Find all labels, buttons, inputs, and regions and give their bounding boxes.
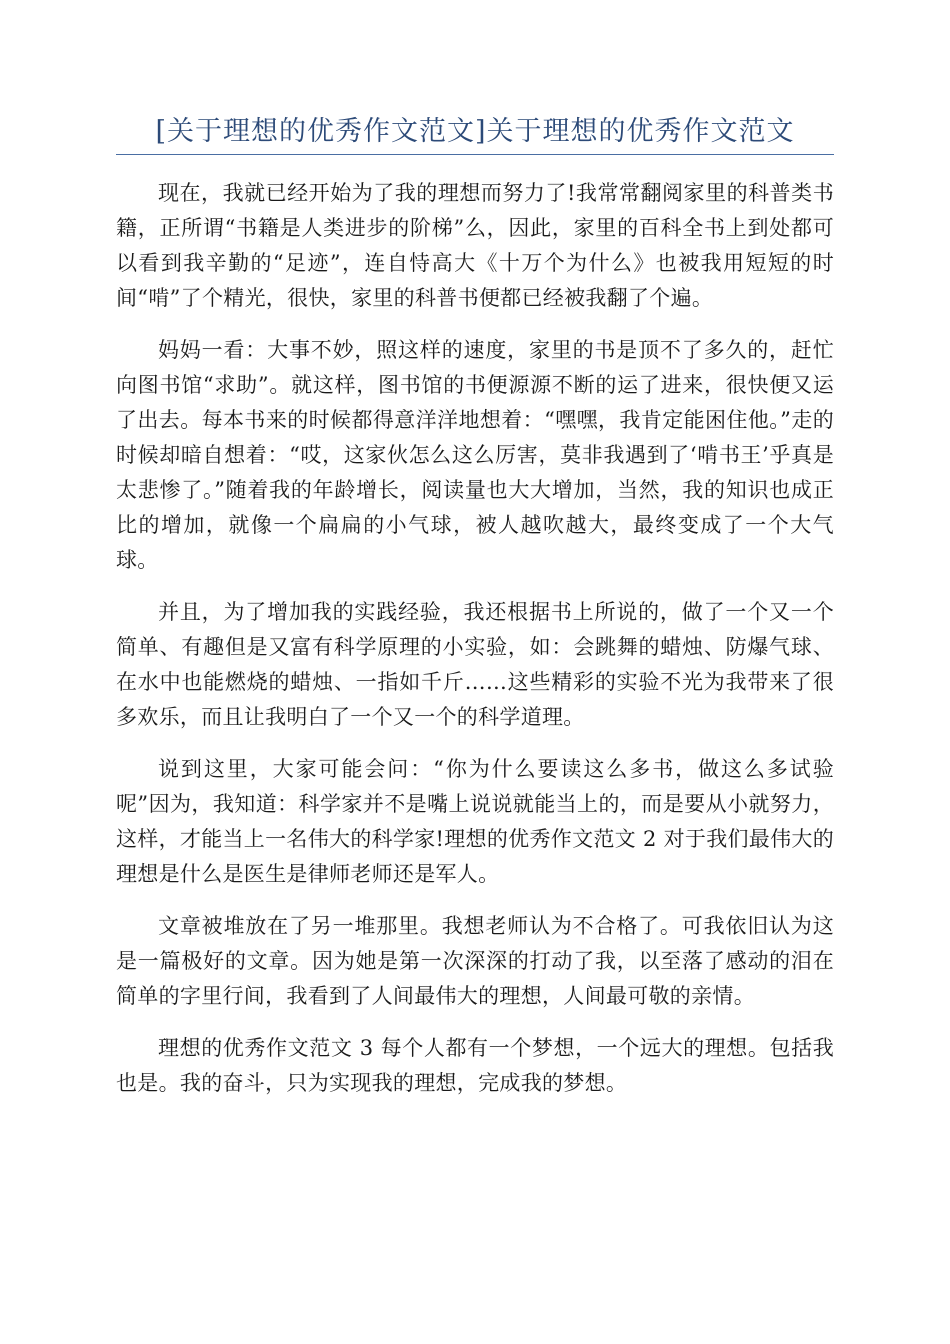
paragraph-3: 并且，为了增加我的实践经验，我还根据书上所说的，做了一个又一个简单、有趣但是又富有科学原理的小实验，如：会跳舞的蜡烛、防爆气球、在水中也能燃烧的蜡烛、一指如千斤……这些精彩的实验不光为我带来了很多欢乐，而且让我明白了一个又一个的科学道理。 [116,600,834,729]
paragraph-6: 理想的优秀作文范文 3 每个人都有一个梦想，一个远大的理想。包括我也是。我的奋斗，只为实现我的理想，完成我的梦想。 [116,1036,834,1095]
title-underline [116,154,834,155]
paragraph-5: 文章被堆放在了另一堆那里。我想老师认为不合格了。可我依旧认为这是一篇极好的文章。因为她是第一次深深的打动了我，以至落了感动的泪在简单的字里行间，我看到了人间最伟大的理想，人间最可敬的亲情。 [116,914,834,1008]
paragraph-4: 说到这里，大家可能会问：“你为什么要读这么多书，做这么多试验呢”因为，我知道：科学家并不是嘴上说说就能当上的，而是要从小就努力，这样，才能当上一名伟大的科学家!理想的优秀作文范文 2 对于我们最伟大的理想是什么是医生是律师老师还是军人。 [116,757,834,886]
document-title: [关于理想的优秀作文范文]关于理想的优秀作文范文 [155,116,795,147]
paragraph-2: 妈妈一看：大事不妙，照这样的速度，家里的书是顶不了多久的，赶忙向图书馆“求助”。就这样，图书馆的书便源源不断的运了进来，很快便又运了出去。每本书来的时候都得意洋洋地想着：“嘿嘿，我肯定能困住他。”走的时候却暗自想着：“哎，这家伙怎么这么厉害，莫非我遇到了‘啃书王’乎真是太悲惨了。”随着我的年龄增长，阅读量也大大增加，当然，我的知识也成正比的增加，就像一个扁扁的小气球，被人越吹越大，最终变成了一个大气球。 [116,338,834,572]
paragraph-1: 现在，我就已经开始为了我的理想而努力了!我常常翻阅家里的科普类书籍，正所谓“书籍是人类进步的阶梯”么，因此，家里的百科全书上到处都可以看到我辛勤的“足迹”，连自恃高大《十万个为什么》也被我用短短的时间“啃”了个精光，很快，家里的科普书便都已经被我翻了个遍。 [116,181,834,310]
document-body [116,176,834,1118]
